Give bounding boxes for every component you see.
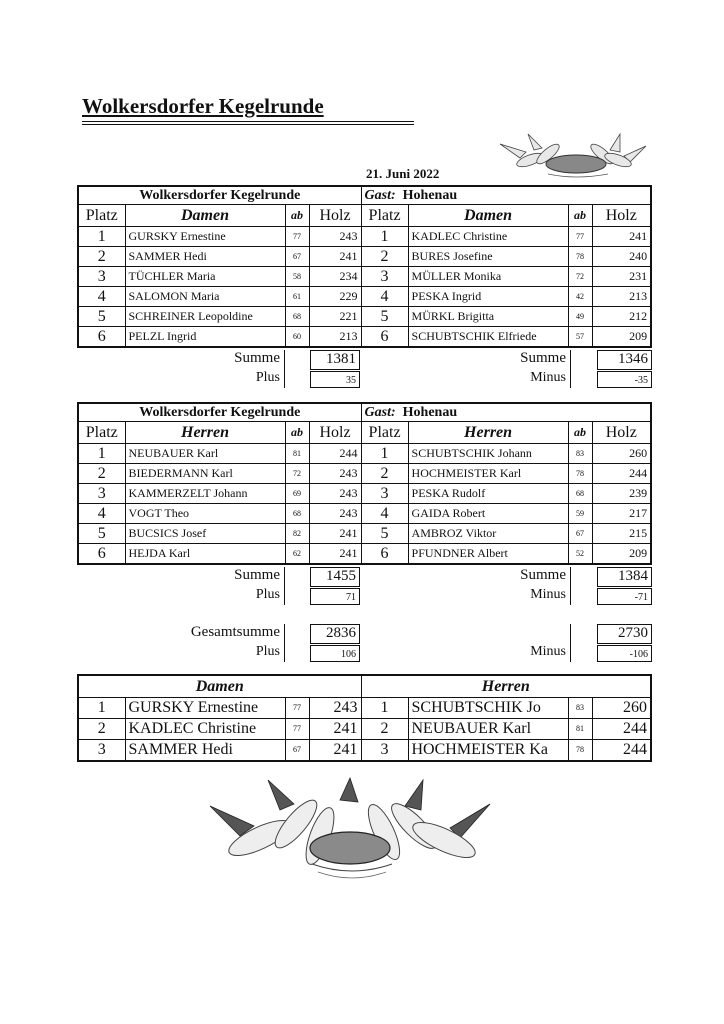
holz-cell: 244 <box>592 464 651 484</box>
plus-label: Plus <box>255 644 280 659</box>
table-row <box>78 327 651 348</box>
guest-team-header <box>361 186 651 205</box>
sum-divider <box>284 567 285 605</box>
table-row <box>78 267 651 287</box>
ab-cell: 78 <box>568 464 592 484</box>
category-header: Damen <box>408 205 568 227</box>
bowling-strike-icon <box>200 776 500 888</box>
table-row <box>78 504 651 524</box>
platz-cell: 1 <box>361 227 408 247</box>
player-name: BURES Josefine <box>408 247 568 267</box>
table-row <box>78 484 651 504</box>
platz-header: Platz <box>78 422 125 444</box>
holz-cell: 241 <box>309 719 361 740</box>
platz-cell: 2 <box>78 719 125 740</box>
platz-cell: 6 <box>78 544 125 565</box>
best-damen-header: Damen <box>78 675 361 698</box>
player-name: PESKA Ingrid <box>408 287 568 307</box>
guest-damen-sum: 1346 <box>597 350 652 370</box>
sum-divider <box>570 624 571 662</box>
ab-cell: 78 <box>568 740 592 762</box>
minus-label: Minus <box>530 644 566 659</box>
player-name: SAMMER Hedi <box>125 247 285 267</box>
ab-header: ab <box>285 422 309 444</box>
ab-cell: 82 <box>285 524 309 544</box>
table-row <box>78 227 651 247</box>
ab-cell: 68 <box>285 504 309 524</box>
category-header: Damen <box>125 205 285 227</box>
platz-cell: 3 <box>78 740 125 762</box>
page-title: Wolkersdorfer Kegelrunde <box>82 94 324 118</box>
table-row <box>78 740 651 762</box>
table-row <box>78 524 651 544</box>
platz-cell: 6 <box>361 327 408 348</box>
player-name: SAMMER Hedi <box>125 740 285 762</box>
player-name: VOGT Theo <box>125 504 285 524</box>
platz-cell: 1 <box>361 698 408 719</box>
player-name: HOCHMEISTER Ka <box>408 740 568 762</box>
ab-cell: 77 <box>568 227 592 247</box>
ab-header: ab <box>568 422 592 444</box>
platz-cell: 5 <box>361 307 408 327</box>
sum-divider <box>570 350 571 388</box>
ab-cell: 59 <box>568 504 592 524</box>
ab-cell: 72 <box>285 464 309 484</box>
platz-header: Platz <box>361 422 408 444</box>
platz-cell: 3 <box>78 484 125 504</box>
table-row <box>78 287 651 307</box>
holz-cell: 241 <box>309 544 361 565</box>
platz-cell: 5 <box>361 524 408 544</box>
sum-divider <box>284 350 285 388</box>
player-name: BUCSICS Josef <box>125 524 285 544</box>
ab-cell: 68 <box>568 484 592 504</box>
holz-cell: 241 <box>309 524 361 544</box>
holz-cell: 234 <box>309 267 361 287</box>
category-header: Herren <box>408 422 568 444</box>
holz-cell: 244 <box>592 740 651 762</box>
ab-cell: 81 <box>285 444 309 464</box>
ab-cell: 67 <box>285 247 309 267</box>
platz-cell: 3 <box>361 740 408 762</box>
holz-cell: 243 <box>309 227 361 247</box>
holz-cell: 217 <box>592 504 651 524</box>
table-row <box>78 698 651 719</box>
ab-cell: 52 <box>568 544 592 565</box>
table-row <box>78 444 651 464</box>
player-name: MÜLLER Monika <box>408 267 568 287</box>
ab-cell: 60 <box>285 327 309 348</box>
ab-cell: 77 <box>285 698 309 719</box>
platz-cell: 2 <box>361 464 408 484</box>
table-row <box>78 307 651 327</box>
player-name: KADLEC Christine <box>408 227 568 247</box>
platz-cell: 5 <box>78 307 125 327</box>
guest-team-name: Hohenau <box>402 188 458 203</box>
sum-divider <box>570 567 571 605</box>
player-name: PESKA Rudolf <box>408 484 568 504</box>
plus-label: Plus <box>255 370 280 385</box>
bowling-pins-icon <box>490 128 650 180</box>
gesamtsumme-label: Gesamtsumme <box>190 624 280 640</box>
holz-cell: 239 <box>592 484 651 504</box>
home-damen-sum: 1381 <box>310 350 360 370</box>
platz-cell: 4 <box>78 504 125 524</box>
ab-cell: 77 <box>285 719 309 740</box>
title-underline <box>82 121 414 122</box>
player-name: HEJDA Karl <box>125 544 285 565</box>
holz-header: Holz <box>309 422 361 444</box>
holz-cell: 243 <box>309 484 361 504</box>
platz-cell: 2 <box>361 719 408 740</box>
table-row <box>78 544 651 565</box>
best-herren-header: Herren <box>361 675 651 698</box>
table-row <box>78 464 651 484</box>
holz-cell: 243 <box>309 504 361 524</box>
holz-header: Holz <box>592 205 651 227</box>
platz-header: Platz <box>361 205 408 227</box>
holz-cell: 212 <box>592 307 651 327</box>
minus-label: Minus <box>530 370 566 385</box>
holz-cell: 215 <box>592 524 651 544</box>
herren-table <box>77 402 652 565</box>
player-name: SCHUBTSCHIK Jo <box>408 698 568 719</box>
ab-cell: 49 <box>568 307 592 327</box>
ab-cell: 67 <box>285 740 309 762</box>
platz-cell: 2 <box>78 464 125 484</box>
player-name: GURSKY Ernestine <box>125 698 285 719</box>
player-name: TÜCHLER Maria <box>125 267 285 287</box>
holz-cell: 231 <box>592 267 651 287</box>
platz-cell: 1 <box>78 698 125 719</box>
holz-cell: 213 <box>309 327 361 348</box>
guest-team-header <box>361 403 651 422</box>
guest-label: Gast: <box>364 405 396 420</box>
category-header: Herren <box>125 422 285 444</box>
player-name: KADLEC Christine <box>125 719 285 740</box>
platz-cell: 6 <box>78 327 125 348</box>
player-name: NEUBAUER Karl <box>408 719 568 740</box>
home-damen-plus: 35 <box>310 371 360 388</box>
ab-cell: 58 <box>285 267 309 287</box>
holz-cell: 229 <box>309 287 361 307</box>
table-row <box>78 247 651 267</box>
summe-label: Summe <box>234 567 280 583</box>
match-date: 21. Juni 2022 <box>366 166 440 181</box>
platz-cell: 4 <box>361 504 408 524</box>
platz-cell: 2 <box>361 247 408 267</box>
holz-cell: 241 <box>592 227 651 247</box>
best-players-table <box>77 674 652 762</box>
ab-cell: 83 <box>568 698 592 719</box>
player-name: AMBROZ Viktor <box>408 524 568 544</box>
home-total-plus: 106 <box>310 645 360 662</box>
holz-cell: 213 <box>592 287 651 307</box>
player-name: PELZL Ingrid <box>125 327 285 348</box>
holz-cell: 244 <box>592 719 651 740</box>
home-herren-plus: 71 <box>310 588 360 605</box>
guest-herren-minus: -71 <box>597 588 652 605</box>
guest-damen-minus: -35 <box>597 371 652 388</box>
player-name: BIEDERMANN Karl <box>125 464 285 484</box>
platz-cell: 1 <box>361 444 408 464</box>
platz-cell: 2 <box>78 247 125 267</box>
home-team-header: Wolkersdorfer Kegelrunde <box>78 403 361 422</box>
player-name: GURSKY Ernestine <box>125 227 285 247</box>
guest-label: Gast: <box>364 188 396 203</box>
ab-cell: 67 <box>568 524 592 544</box>
player-name: GAIDA Robert <box>408 504 568 524</box>
holz-cell: 209 <box>592 327 651 348</box>
table-row <box>78 719 651 740</box>
platz-cell: 3 <box>78 267 125 287</box>
title-underline-2 <box>82 124 414 125</box>
player-name: MÜRKL Brigitta <box>408 307 568 327</box>
holz-cell: 244 <box>309 444 361 464</box>
plus-label: Plus <box>255 587 280 602</box>
summe-label: Summe <box>234 350 280 366</box>
ab-cell: 61 <box>285 287 309 307</box>
guest-total-minus: -106 <box>597 645 652 662</box>
sum-divider <box>284 624 285 662</box>
player-name: KAMMERZELT Johann <box>125 484 285 504</box>
ab-cell: 57 <box>568 327 592 348</box>
guest-total-sum: 2730 <box>597 624 652 644</box>
holz-cell: 241 <box>309 247 361 267</box>
holz-cell: 260 <box>592 698 651 719</box>
platz-cell: 5 <box>78 524 125 544</box>
ab-cell: 77 <box>285 227 309 247</box>
holz-cell: 243 <box>309 698 361 719</box>
holz-cell: 241 <box>309 740 361 762</box>
summe-label: Summe <box>520 350 566 366</box>
player-name: SALOMON Maria <box>125 287 285 307</box>
ab-cell: 42 <box>568 287 592 307</box>
player-name: SCHREINER Leopoldine <box>125 307 285 327</box>
ab-header: ab <box>285 205 309 227</box>
ab-cell: 72 <box>568 267 592 287</box>
platz-cell: 3 <box>361 267 408 287</box>
platz-cell: 3 <box>361 484 408 504</box>
ab-cell: 83 <box>568 444 592 464</box>
home-herren-sum: 1455 <box>310 567 360 587</box>
player-name: SCHUBTSCHIK Johann <box>408 444 568 464</box>
guest-team-name: Hohenau <box>402 405 458 420</box>
holz-header: Holz <box>592 422 651 444</box>
platz-cell: 4 <box>361 287 408 307</box>
ab-cell: 68 <box>285 307 309 327</box>
ab-cell: 81 <box>568 719 592 740</box>
ab-cell: 69 <box>285 484 309 504</box>
home-total-sum: 2836 <box>310 624 360 644</box>
summe-label: Summe <box>520 567 566 583</box>
holz-cell: 209 <box>592 544 651 565</box>
ab-cell: 78 <box>568 247 592 267</box>
minus-label: Minus <box>530 587 566 602</box>
player-name: NEUBAUER Karl <box>125 444 285 464</box>
platz-cell: 1 <box>78 227 125 247</box>
holz-cell: 240 <box>592 247 651 267</box>
damen-table <box>77 185 652 348</box>
platz-cell: 4 <box>78 287 125 307</box>
holz-header: Holz <box>309 205 361 227</box>
guest-herren-sum: 1384 <box>597 567 652 587</box>
ab-cell: 62 <box>285 544 309 565</box>
holz-cell: 260 <box>592 444 651 464</box>
player-name: HOCHMEISTER Karl <box>408 464 568 484</box>
player-name: SCHUBTSCHIK Elfriede <box>408 327 568 348</box>
holz-cell: 221 <box>309 307 361 327</box>
platz-cell: 1 <box>78 444 125 464</box>
home-team-header: Wolkersdorfer Kegelrunde <box>78 186 361 205</box>
player-name: PFUNDNER Albert <box>408 544 568 565</box>
holz-cell: 243 <box>309 464 361 484</box>
platz-cell: 6 <box>361 544 408 565</box>
ab-header: ab <box>568 205 592 227</box>
platz-header: Platz <box>78 205 125 227</box>
